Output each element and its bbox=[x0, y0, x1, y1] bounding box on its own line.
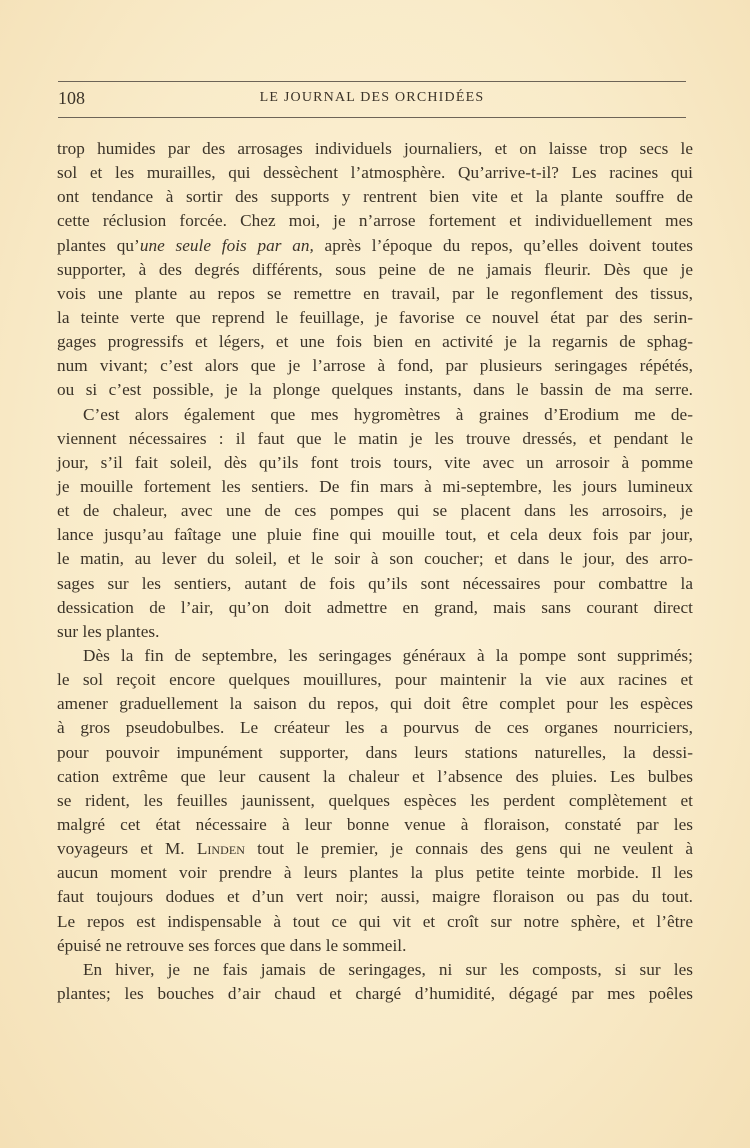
paragraph-start-line: C’est alors également que mes hygromètres à graines d’Erodium me de- bbox=[83, 404, 693, 424]
paragraph-end-line: épuisé ne retrouve ses forces que dans le sommeil. bbox=[57, 935, 407, 955]
text-line: à gros pseudobulbes. Le créateur les a pourvus de ces organes nourriciers, bbox=[57, 718, 693, 738]
text-line bbox=[57, 837, 693, 861]
text-line: sages sur les sentiers, autant de fois qu’ils sont nécessaires pour combattre la bbox=[57, 573, 693, 593]
text-line: le sol reçoit encore quelques mouillures, pour maintenir la vie aux racines et bbox=[57, 670, 693, 690]
italic-emphasis: une seule fois par an, bbox=[139, 235, 314, 255]
text-segment: plantes qu’ bbox=[57, 235, 140, 255]
text-line: cation extrême que leur causent la chaleur et l’absence des pluies. Les bulbes bbox=[57, 766, 693, 786]
text-line: Le repos est indispensable à tout ce qui vit et croît sur notre sphère, et l’être bbox=[57, 911, 693, 931]
text-line: viennent nécessaires : il faut que le matin je les trouve dressés, et pendant le bbox=[57, 428, 693, 448]
text-line: lance jusqu’au faîtage une pluie fine qui mouille tout, et cela deux fois par jour, bbox=[57, 525, 693, 545]
text-line: amener graduellement la saison du repos, qui doit être complet pour les espèces bbox=[57, 694, 693, 714]
text-line: malgré cet état nécessaire à leur bonne venue à floraison, constaté par les bbox=[57, 814, 693, 834]
header-rule-top bbox=[58, 81, 686, 82]
text-line: num vivant; c’est alors que je l’arrose à fond, par plusieurs seringages répétés, bbox=[57, 356, 693, 376]
paragraph-start-line: En hiver, je ne fais jamais de seringages, ni sur les composts, si sur les bbox=[83, 959, 693, 979]
text-line: gages progressifs et légers, et une fois bien en activité je la regarnis de sphag- bbox=[57, 332, 693, 352]
small-caps-name: Linden bbox=[196, 839, 245, 859]
text-line: sol et les murailles, qui dessèchent l’atmosphère. Qu’arrive-t-il? Les racines qui bbox=[57, 163, 693, 183]
text-line: trop humides par des arrosages individuels journaliers, et on laisse trop secs le bbox=[57, 139, 693, 158]
text-line: je mouille fortement les sentiers. De fin mars à mi-septembre, les jours lumineux bbox=[57, 476, 693, 496]
text-line: supporter, à des degrés différents, sous peine de ne jamais fleurir. Dès que je bbox=[57, 259, 693, 279]
text-line: faut toujours dodues et d’un vert noir; aussi, maigre floraison ou pas du tout. bbox=[57, 887, 693, 907]
text-line: cette réclusion forcée. Chez moi, je n’arrose fortement et individuellement mes bbox=[57, 211, 693, 231]
text-line: plantes; les bouches d’air chaud et chargé d’humidité, dégagé par mes poêles bbox=[57, 983, 693, 1003]
text-line: ont tendance à sortir des supports y rentrent bien vite et la plante souffre de bbox=[57, 187, 693, 207]
running-title: LE JOURNAL DES ORCHIDÉES bbox=[259, 90, 485, 105]
header-rule-bottom bbox=[58, 117, 686, 118]
text-line: pour pouvoir impunément supporter, dans leurs stations naturelles, la dessi- bbox=[57, 742, 693, 762]
text-line: la teinte verte que reprend le feuillage, je favorise ce nouvel état par des serin- bbox=[57, 307, 693, 327]
text-line: vois une plante au repos se remettre en travail, par le regonflement des tissus, bbox=[57, 283, 693, 303]
text-segment: tout le premier, je connais des gens qui ne veulent à bbox=[244, 839, 694, 859]
running-header bbox=[58, 88, 686, 110]
text-segment: après l’époque du repos, qu’elles doivent toutes bbox=[313, 235, 693, 255]
page-number: 108 bbox=[58, 88, 85, 108]
text-line: ou si c’est possible, je la plonge quelques instants, dans le bassin de ma serre. bbox=[57, 380, 693, 400]
paragraph-start-line: Dès la fin de septembre, les seringages généraux à la pompe sont supprimés; bbox=[83, 645, 693, 665]
text-line bbox=[57, 234, 693, 258]
text-line: aucun moment voir prendre à leurs plantes la plus petite teinte morbide. Il les bbox=[57, 863, 693, 883]
text-line: et de chaleur, avec une de ces pompes qui se placent dans les arrosoirs, je bbox=[57, 501, 693, 521]
text-segment: voyageurs et M. bbox=[57, 839, 197, 859]
text-line: dessication de l’air, qu’on doit admettre en grand, mais sans courant direct bbox=[57, 597, 693, 617]
text-line: le matin, au lever du soleil, et le soir à son coucher; et dans le jour, des arro- bbox=[57, 549, 693, 569]
text-line: se rident, les feuilles jaunissent, quelques espèces les perdent complètement et bbox=[57, 790, 693, 810]
text-line: jour, s’il fait soleil, dès qu’ils font trois tours, vite avec un arrosoir à pomme bbox=[57, 452, 693, 472]
body-text bbox=[57, 137, 693, 1006]
paragraph-end-line: sur les plantes. bbox=[57, 621, 160, 641]
